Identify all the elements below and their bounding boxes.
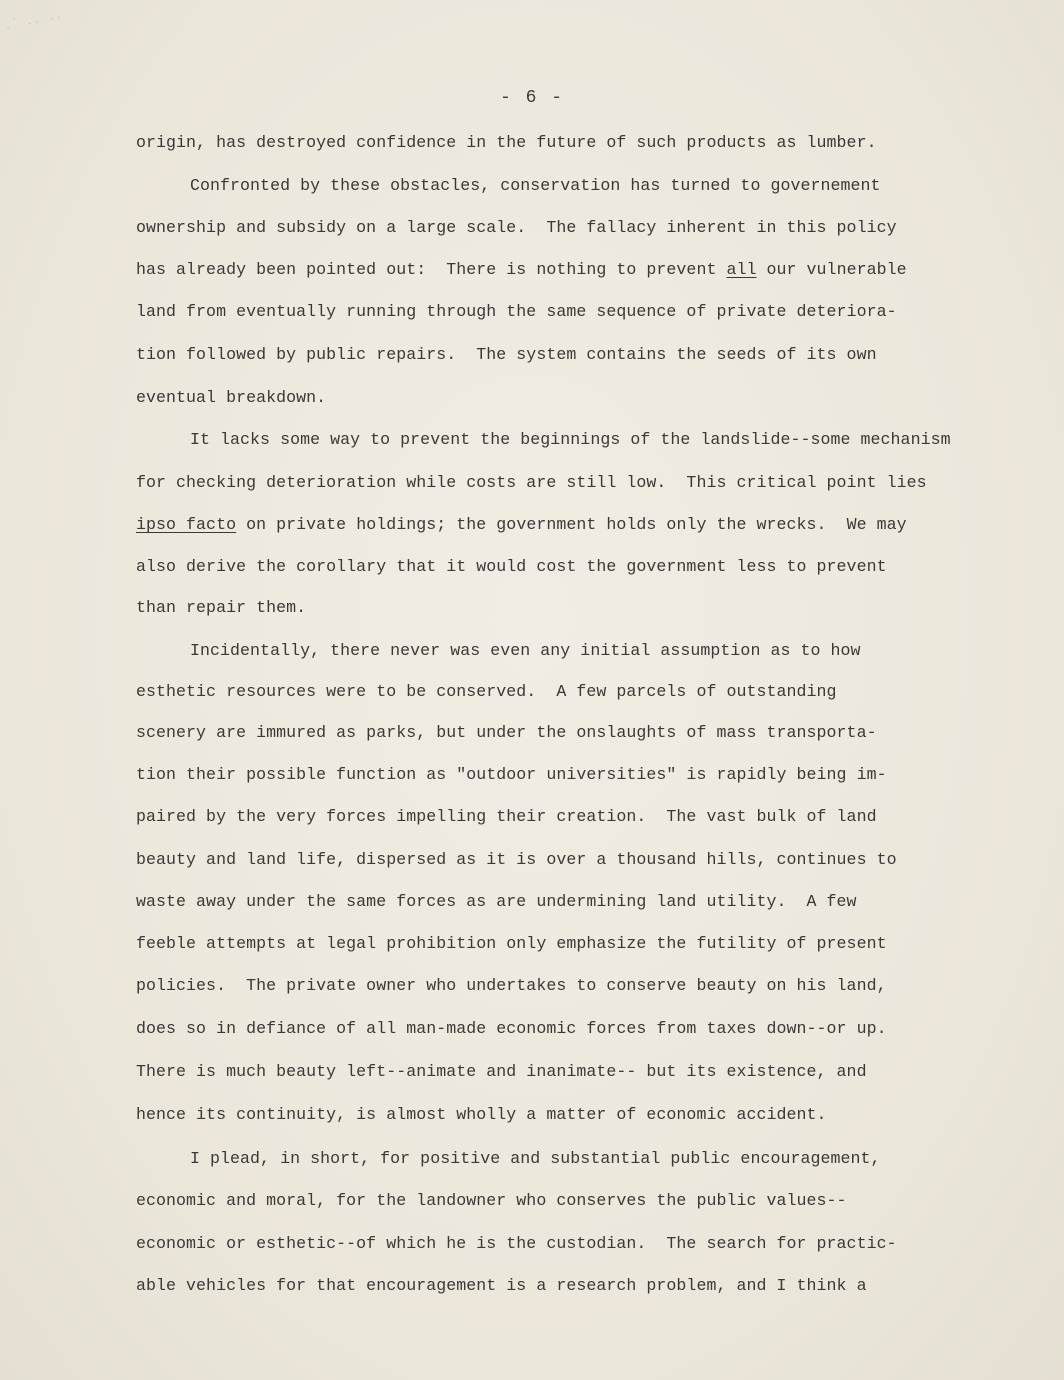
text-line-24: hence its continuity, is almost wholly a matter of economic accident. xyxy=(136,1105,827,1124)
text-line-8: It lacks some way to prevent the beginnings of the landslide--some mechanism xyxy=(190,430,951,449)
text-line-13: Incidentally, there never was even any initial assumption as to how xyxy=(190,641,861,660)
text-line-14: esthetic resources were to be conserved. A few parcels of outstanding xyxy=(136,682,837,701)
text-line-21: policies. The private owner who undertakes to conserve beauty on his land, xyxy=(136,976,887,995)
text-line-28: able vehicles for that encouragement is a research problem, and I think a xyxy=(136,1276,867,1295)
page-number: - 6 - xyxy=(499,88,564,108)
text-line-2: Confronted by these obstacles, conservation has turned to governement xyxy=(190,176,881,195)
text-line-18: beauty and land life, dispersed as it is over a thousand hills, continues to xyxy=(136,850,897,869)
underlined-word-all: all xyxy=(726,260,757,279)
text-line-10-end: on private holdings; the government holds only the wrecks. We may xyxy=(236,515,907,534)
text-line-7: eventual breakdown. xyxy=(136,388,327,407)
text-line-11: also derive the corollary that it would cost the government less to prevent xyxy=(136,557,887,576)
text-line-9: for checking deterioration while costs are still low. This critical point lies xyxy=(136,473,927,492)
text-line-20: feeble attempts at legal prohibition only emphasize the futility of present xyxy=(136,934,887,953)
text-line-25: I plead, in short, for positive and substantial public encouragement, xyxy=(190,1149,881,1168)
text-line-19: waste away under the same forces as are undermining land utility. A few xyxy=(136,892,857,911)
text-line-27: economic or esthetic--of which he is the custodian. The search for practic- xyxy=(136,1234,897,1253)
text-line-23: There is much beauty left--animate and inanimate-- but its existence, and xyxy=(136,1062,867,1081)
text-line-6: tion followed by public repairs. The system contains the seeds of its own xyxy=(136,345,877,364)
text-line-26: economic and moral, for the landowner who conserves the public values-- xyxy=(136,1191,847,1210)
underlined-phrase-ipso-facto: ipso facto xyxy=(136,515,237,534)
text-line-4-end: our vulnerable xyxy=(756,260,907,279)
text-line-10 xyxy=(136,514,907,536)
text-line-3: ownership and subsidy on a large scale. The fallacy inherent in this policy xyxy=(136,218,897,237)
text-line-4-start: has already been pointed out: There is nothing to prevent xyxy=(136,260,727,279)
margin-mark: ˎ΄ ˎˎ ˎˎ xyxy=(3,7,64,31)
text-line-5: land from eventually running through the same sequence of private deteriora- xyxy=(136,302,897,321)
text-line-16: tion their possible function as "outdoor universities" is rapidly being im- xyxy=(136,765,887,784)
text-line-4 xyxy=(136,259,907,281)
text-line-22: does so in defiance of all man-made economic forces from taxes down--or up. xyxy=(136,1019,887,1038)
text-line-17: paired by the very forces impelling their creation. The vast bulk of land xyxy=(136,807,877,826)
text-line-1: origin, has destroyed confidence in the future of such products as lumber. xyxy=(136,133,877,152)
text-line-15: scenery are immured as parks, but under the onslaughts of mass transporta- xyxy=(136,723,877,742)
text-line-12: than repair them. xyxy=(136,598,307,617)
